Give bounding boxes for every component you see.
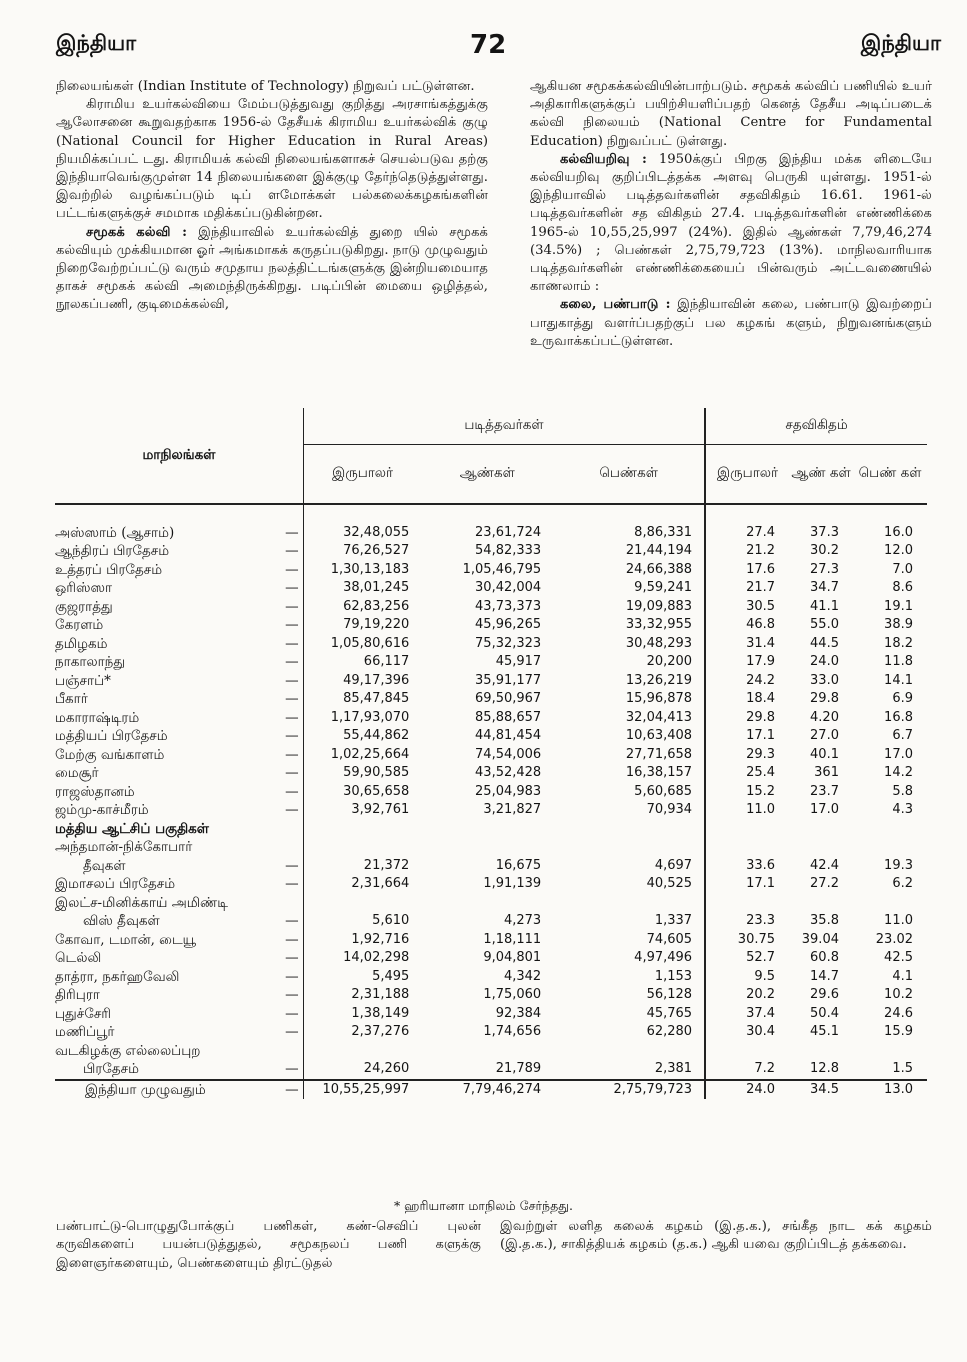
cell-men-percent: 14.7 [810, 968, 839, 984]
table-row [55, 561, 927, 580]
cell-women-percent: 6.9 [892, 691, 913, 706]
cell-women: 4,97,496 [634, 950, 693, 965]
table-row [55, 653, 927, 672]
cell-total-percent: 21.7 [705, 579, 789, 598]
cell-women-percent: 7.0 [892, 561, 913, 577]
cell-total: 2,31,188 [303, 986, 421, 1005]
cell-men-percent: 37.3 [810, 524, 839, 540]
cell-men: 45,917 [495, 654, 542, 669]
row-dash: — [285, 580, 299, 596]
cell-total: 1,05,80,616 [303, 635, 421, 654]
cell-men: 44,81,454 [475, 728, 542, 743]
cell-men: 85,88,657 [475, 709, 542, 725]
cell-women-percent: 12.0 [884, 543, 913, 558]
running-title-left: இந்தியா [56, 30, 137, 55]
cell-men: 75,32,323 [475, 635, 542, 651]
cell-men-percent: 55.0 [810, 617, 839, 632]
table-row [55, 783, 927, 802]
cell-total-percent: 18.4 [705, 690, 789, 709]
cell-men: 69,50,967 [475, 691, 542, 706]
cell-total-percent: 29.3 [705, 746, 789, 765]
table-row [55, 968, 927, 987]
cell-women-percent: 14.2 [884, 765, 913, 780]
cell-total-percent: 24.2 [705, 672, 789, 691]
section-row [55, 820, 927, 839]
footnote: * ஹரியானா மாநிலம் சேர்ந்தது. [393, 1198, 574, 1213]
table-row [55, 598, 927, 617]
row-dash: — [285, 1024, 299, 1040]
cell-total-percent: 24.0 [705, 1080, 789, 1100]
cell-total-percent: 30.5 [705, 598, 789, 617]
cell-men-percent: 17.0 [810, 802, 839, 817]
cell-total: 55,44,862 [303, 727, 421, 746]
cell-women-percent: 19.3 [884, 857, 913, 873]
cell-men: 16,675 [495, 857, 542, 873]
row-label: ராஜஸ்தானம் [55, 783, 135, 800]
paragraph-lead: கல்வியறிவு : [560, 151, 647, 167]
row-label: உத்தரப் பிரதேசம் [55, 561, 163, 578]
cell-women-percent: 10.2 [884, 987, 913, 1002]
table-row [55, 579, 927, 598]
cell-women: 45,765 [646, 1005, 693, 1021]
row-label: ஒரிஸ்ஸா [55, 580, 113, 596]
running-title-right: இந்தியா [860, 30, 941, 55]
table-body [55, 504, 927, 1099]
cell-total: 30,65,658 [303, 783, 421, 802]
cell-total-percent: 46.8 [705, 616, 789, 635]
table-row [55, 764, 927, 783]
cell-total-percent: 9.5 [705, 968, 789, 987]
row-dash: — [285, 1005, 299, 1022]
row-dash: — [285, 672, 299, 689]
table-row [55, 838, 927, 857]
cell-total: 1,38,149 [303, 1005, 421, 1024]
table-row [55, 690, 927, 709]
table-row [55, 1023, 927, 1042]
cell-men: 92,384 [495, 1005, 542, 1021]
cell-total: 2,31,664 [303, 875, 421, 894]
cell-women: 24,66,388 [625, 561, 693, 577]
subheader-total-percent: இருபாலர் [705, 445, 789, 505]
row-dash: — [285, 876, 299, 892]
cell-total-percent: 27.4 [705, 524, 789, 543]
paragraph [56, 224, 488, 315]
table-row [55, 1060, 927, 1080]
table-row [55, 616, 927, 635]
table-row [55, 709, 927, 728]
cell-total: 14,02,298 [303, 949, 421, 968]
cell-men-percent: 34.5 [789, 1080, 853, 1100]
cell-total-percent: 30.4 [705, 1023, 789, 1042]
cell-women: 33,32,955 [625, 617, 693, 632]
table-row [55, 894, 927, 913]
cell-total-percent: 30.75 [705, 931, 789, 950]
row-label: கேரளம் [55, 617, 104, 633]
row-label: பஞ்சாப்* [55, 672, 111, 689]
cell-women: 9,59,241 [634, 580, 693, 595]
cell-total-percent: 52.7 [705, 949, 789, 968]
cell-women: 21,44,194 [625, 543, 693, 558]
row-label: இலட்ச-மினிக்காய் அமிண்டி [55, 894, 228, 911]
row-label: தமிழகம் [55, 635, 108, 652]
cell-women-percent: 13.0 [853, 1080, 927, 1100]
row-label: இந்தியா முழுவதும் [55, 1080, 281, 1100]
cell-women-percent: 6.2 [892, 876, 913, 891]
cell-women: 56,128 [646, 987, 693, 1002]
row-label: மேற்கு வங்காளம் [55, 746, 165, 763]
row-label: தீவுகள் [83, 857, 126, 874]
cell-total-percent: 17.1 [705, 875, 789, 894]
cell-women: 5,60,685 [634, 783, 693, 799]
column-left [56, 78, 488, 315]
cell-total-percent: 15.2 [705, 783, 789, 802]
cell-men-percent: 30.2 [810, 543, 839, 558]
cell-men: 23,61,724 [475, 524, 542, 540]
table-row [55, 857, 927, 876]
table-row [55, 912, 927, 931]
table-row [55, 949, 927, 968]
table-row [55, 727, 927, 746]
cell-total: 3,92,761 [303, 801, 421, 820]
cell-women-percent: 19.1 [884, 598, 913, 614]
cell-men: 21,789 [495, 1061, 542, 1076]
table-row [55, 931, 927, 950]
cell-total: 1,17,93,070 [303, 709, 421, 728]
cell-total-percent: 11.0 [705, 801, 789, 820]
row-label: வடகிழக்கு எல்லைப்புற [55, 1042, 201, 1059]
cell-total: 85,47,845 [303, 690, 421, 709]
cell-women-percent: 23.02 [875, 931, 913, 947]
paragraph-lead: சமூகக் கல்வி : [86, 224, 188, 240]
cell-women: 10,63,408 [625, 728, 693, 743]
paragraph: ஆகியன சமூகக்கல்வியின்பாற்படும். சமூகக் கல்விப் பணியில் உயர் அதிகாரிகளுக்குப் பயிற்சியளிப்பதற் கெனத் தேசீய அடிப்படைக் கல்வி நிலையம் (National Centre for Fundamental Education) நிறுவப்பட் டுள்ளது. [530, 79, 932, 149]
cell-men-percent: 42.4 [810, 857, 839, 873]
cell-men-percent: 50.4 [810, 1005, 839, 1021]
cell-total: 59,90,585 [303, 764, 421, 783]
row-label: பிரதேசம் [83, 1061, 140, 1077]
bottom-column-right: இவற்றுள் லளித கலைக் கழகம் (இ.த.க.), சங்கீத நாட கக் கழகம் (இ.த.க.), சாகித்தியக் கழகம் (த.க.) ஆகி யவை குறிப்பிடத் தக்கவை. [500, 1219, 932, 1253]
row-dash: — [285, 987, 299, 1003]
cell-women-percent: 11.0 [884, 913, 913, 928]
cell-total-percent: 29.8 [705, 709, 789, 728]
cell-total: 10,55,25,997 [303, 1080, 421, 1100]
cell-total-percent: 17.6 [705, 561, 789, 580]
row-label: மகாராஷ்டிரம் [55, 709, 140, 726]
group-header-percent: சதவிகிதம் [705, 408, 927, 445]
table-row [55, 801, 927, 820]
table-row [55, 746, 927, 765]
cell-women-percent: 16.8 [884, 709, 913, 725]
cell-women: 16,38,157 [625, 765, 693, 780]
cell-total: 5,495 [303, 968, 421, 987]
subheader-men: ஆண்கள் [421, 445, 553, 505]
cell-total: 1,02,25,664 [303, 746, 421, 765]
cell-men: 74,54,006 [475, 746, 542, 762]
paragraph [530, 151, 932, 297]
cell-women: 8,86,331 [634, 524, 693, 540]
row-dash: — [285, 931, 299, 948]
row-dash: — [285, 598, 299, 615]
cell-total: 66,117 [303, 653, 421, 672]
cell-women: 30,48,293 [625, 635, 693, 651]
cell-women-percent: 11.8 [884, 654, 913, 669]
cell-men-percent: 361 [814, 765, 839, 780]
cell-women: 15,96,878 [625, 691, 693, 706]
cell-women: 4,697 [654, 857, 693, 873]
table-row [55, 1005, 927, 1024]
cell-women: 40,525 [646, 876, 693, 891]
subheader-women: பெண்கள் [553, 445, 705, 505]
row-label: ஜம்மு-காச்மீரம் [55, 802, 149, 818]
row-label: விஸ் தீவுகள் [83, 913, 160, 929]
paragraph-body: இந்தியாவின் கலை, பண்பாடு இவற்றைப் பாதுகாத்து வளர்ப்பதற்குப் பல கழகங் களும், நிறுவனங்களும் உருவாக்கப்பட்டுள்ளன. [530, 297, 932, 349]
row-dash: — [285, 617, 299, 633]
row-dash: — [285, 635, 299, 652]
paragraph-body: இந்தியாவில் உயர்கல்வித் துறை யில் சமூகக் கல்வியும் முக்கியமான ஓர் அங்கமாகக் கருதப்படுகிறது. நாடு முழுவதும் நிறைவேற்றப்பட்டு வரும் சமுதாய நலத்திட்டங்களுக்கு இன்றியமையாத தாகச் சமூகக் கல்வி அமைந்திருக்கிறது. படிப்பின் மையை ஒழித்தல், நூலகப்பணி, குடிமைக்கல்வி, [56, 224, 488, 313]
row-label: அந்தமான்-நிக்கோபார் [55, 839, 193, 855]
cell-total: 49,17,396 [303, 672, 421, 691]
cell-men-percent: 60.8 [810, 950, 839, 965]
cell-men: 1,91,139 [483, 876, 542, 891]
spacer-row [55, 504, 927, 524]
cell-total-percent: 17.1 [705, 727, 789, 746]
cell-women-percent: 18.2 [884, 635, 913, 651]
subheader-total: இருபாலர் [303, 445, 421, 505]
column-header-states: மாநிலங்கள் [55, 408, 303, 504]
cell-men-percent: 29.6 [810, 987, 839, 1002]
row-dash: — [285, 765, 299, 781]
cell-total: 38,01,245 [303, 579, 421, 598]
row-dash: — [285, 654, 299, 670]
cell-men: 43,52,428 [475, 765, 542, 780]
cell-men-percent: 27.2 [810, 876, 839, 891]
cell-women: 2,381 [654, 1061, 693, 1076]
cell-men-percent: 35.8 [810, 913, 839, 928]
cell-men: 4,342 [503, 968, 542, 984]
cell-men: 25,04,983 [475, 783, 542, 799]
paragraph-body: 1950க்குப் பிறகு இந்திய மக்க ளிடையே கல்வியறிவு குறிப்பிடத்தக்க அளவு பெருகி யுள்ளது. 1951-ல் இந்தியாவில் படித்தவர்களின் சதவிகிதம் 16.61. 1961-ல் படித்தவர்களின் சத விகிதம் 27.4. படித்தவர்களின் எண்ணிக்கை 1965-ல் 10,55,25,997 (24%). இதில் ஆண்கள் 7,79,46,274 (34.5%) ; பெண்கள் 2,75,79,723 (13%). மாநிலவாரியாக படித்தவர்களின் எண்ணிக்கையைப் பின்வரும் அட்டவணையில் காணலாம் : [530, 151, 932, 295]
cell-total-percent: 17.9 [705, 653, 789, 672]
cell-total: 1,30,13,183 [303, 561, 421, 580]
table-row [55, 542, 927, 561]
bottom-column-left: பண்பாட்டு-பொழுதுபோக்குப் பணிகள், கண்-செவிப் புலன் கருவிகளைப் பயன்படுத்துதல், சமூகநலப் பணி களுக்கு இளைஞர்களையும், பெண்களையும் திரட்டுதல் [56, 1219, 481, 1271]
cell-total: 21,372 [303, 857, 421, 876]
cell-men-percent: 34.7 [810, 580, 839, 595]
row-dash: — [285, 709, 299, 726]
cell-women-percent: 4.1 [892, 968, 913, 984]
cell-women-percent: 16.0 [884, 524, 913, 540]
cell-total: 5,610 [303, 912, 421, 931]
row-label: கோவா, டமான், டையூ [55, 931, 197, 948]
cell-total: 62,83,256 [303, 598, 421, 617]
table-row [55, 986, 927, 1005]
row-label: மணிப்பூர் [55, 1024, 115, 1040]
cell-men: 1,75,060 [483, 987, 542, 1002]
cell-men-percent: 27.3 [810, 561, 839, 577]
cell-women-percent: 17.0 [884, 746, 913, 762]
row-dash: — [285, 746, 299, 763]
row-label: டெல்லி [55, 950, 102, 966]
cell-men: 1,74,656 [483, 1024, 542, 1039]
cell-total-percent: 23.3 [705, 912, 789, 931]
row-dash: — [285, 857, 299, 874]
cell-total-percent: 37.4 [705, 1005, 789, 1024]
cell-men-percent: 40.1 [810, 746, 839, 762]
cell-total-percent: 7.2 [705, 1060, 789, 1080]
table-row [55, 635, 927, 654]
table-row [55, 1042, 927, 1061]
column-right [530, 78, 932, 351]
table-row [55, 524, 927, 543]
cell-total-percent: 21.2 [705, 542, 789, 561]
cell-women: 1,337 [654, 913, 693, 928]
cell-women: 32,04,413 [625, 709, 693, 725]
row-label: மைசூர் [55, 765, 99, 781]
group-header-literate: படித்தவர்கள் [303, 408, 705, 445]
cell-women: 74,605 [646, 931, 693, 947]
subheader-women-percent: பெண் கள் [853, 445, 927, 505]
cell-men-percent: 24.0 [810, 654, 839, 669]
cell-men: 1,05,46,795 [462, 561, 542, 577]
cell-women: 2,75,79,723 [553, 1080, 705, 1100]
cell-women-percent: 42.5 [884, 950, 913, 965]
table-row [55, 875, 927, 894]
cell-men-percent: 41.1 [810, 598, 839, 614]
cell-women-percent: 1.5 [892, 1061, 913, 1076]
cell-men-percent: 39.04 [801, 931, 839, 947]
row-label: தாத்ரா, நகர்ஹவேலி [55, 968, 180, 985]
cell-men: 1,18,111 [483, 931, 542, 947]
cell-men: 4,273 [503, 913, 542, 928]
section-heading: மத்திய ஆட்சிப் பகுதிகள் [55, 820, 209, 837]
paragraph [530, 296, 932, 351]
cell-men: 9,04,801 [483, 950, 542, 965]
cell-total: 1,92,716 [303, 931, 421, 950]
row-dash: — [285, 783, 299, 800]
cell-total-percent: 20.2 [705, 986, 789, 1005]
row-dash: — [285, 691, 299, 707]
cell-men-percent: 27.0 [810, 728, 839, 743]
row-label: பீகார் [55, 691, 88, 707]
cell-total-percent: 31.4 [705, 635, 789, 654]
row-dash: — [285, 802, 299, 818]
cell-women-percent: 15.9 [884, 1024, 913, 1039]
table-row [55, 1080, 927, 1100]
row-label: மத்தியப் பிரதேசம் [55, 728, 168, 744]
cell-women-percent: 6.7 [892, 728, 913, 743]
cell-men: 54,82,333 [475, 543, 542, 558]
cell-men: 45,96,265 [475, 617, 542, 632]
paragraph-lead: கலை, பண்பாடு : [560, 297, 671, 313]
table-row [55, 672, 927, 691]
cell-total: 24,260 [303, 1060, 421, 1080]
cell-women-percent: 38.9 [884, 617, 913, 632]
row-label: அஸ்ஸாம் (ஆசாம்) [55, 524, 175, 541]
cell-men-percent: 23.7 [810, 783, 839, 799]
row-dash: — [285, 543, 299, 559]
row-dash: — [285, 968, 299, 985]
cell-men-percent: 33.0 [810, 672, 839, 688]
cell-men: 43,73,373 [475, 598, 542, 614]
row-dash: — [281, 1080, 303, 1100]
cell-men-percent: 29.8 [810, 691, 839, 706]
literacy-table [55, 408, 927, 1099]
page-number: 72 [470, 30, 507, 60]
row-dash: — [285, 561, 299, 578]
cell-women: 62,280 [646, 1024, 693, 1039]
cell-men-percent: 45.1 [810, 1024, 839, 1039]
cell-total: 32,48,055 [303, 524, 421, 543]
cell-total: 79,19,220 [303, 616, 421, 635]
cell-women-percent: 5.8 [892, 783, 913, 799]
cell-women-percent: 14.1 [884, 672, 913, 688]
cell-men: 7,79,46,274 [421, 1080, 553, 1100]
cell-men-percent: 44.5 [810, 635, 839, 651]
cell-men: 3,21,827 [483, 802, 542, 817]
row-dash: — [285, 950, 299, 966]
row-label: குஜராத்து [55, 598, 113, 615]
subheader-men-percent: ஆண் கள் [789, 445, 853, 505]
row-dash: — [285, 728, 299, 744]
row-label: இமாசலப் பிரதேசம் [55, 876, 176, 892]
cell-women-percent: 24.6 [884, 1005, 913, 1021]
cell-women: 20,200 [646, 654, 693, 669]
row-dash: — [285, 913, 299, 929]
cell-men: 35,91,177 [475, 672, 542, 688]
cell-women: 19,09,883 [625, 598, 693, 614]
row-label: ஆந்திரப் பிரதேசம் [55, 543, 170, 559]
row-label: புதுச்சேரி [55, 1005, 112, 1022]
cell-women: 13,26,219 [625, 672, 693, 688]
row-dash: — [285, 1061, 299, 1077]
cell-women: 1,153 [654, 968, 693, 984]
cell-women: 27,71,658 [625, 746, 693, 762]
paragraph: நிலையங்கள் (Indian Institute of Technology) நிறுவப் பட்டுள்ளன. [56, 79, 475, 94]
row-dash: — [285, 524, 299, 541]
cell-men: 30,42,004 [475, 580, 542, 595]
cell-total-percent: 33.6 [705, 857, 789, 876]
cell-total: 2,37,276 [303, 1023, 421, 1042]
row-label: நாகாலாந்து [55, 654, 126, 670]
cell-total-percent: 25.4 [705, 764, 789, 783]
row-label: திரிபுரா [55, 987, 100, 1003]
cell-men-percent: 12.8 [810, 1061, 839, 1076]
paragraph: கிராமிய உயர்கல்வியை மேம்படுத்துவது குறித்து அரசாங்கத்துக்கு ஆலோசனை கூறுவதற்காக 1956-ல் தேசீயக் கிராமிய உயர்கல்விக் குழு (National Council for Higher Education in Rural Areas) நியமிக்கப்பட் டது. கிராமியக் கல்வி நிலையங்களாகச் செயல்படுவ தற்கு இந்தியாவெங்குமுள்ள 14 நிலையங்களை இக்குழு தேர்ந்தெடுத்துள்ளது. இவற்றில் வழங்கப்படும் டிப் ளமோக்கள் பல்கலைக்கழகங்களின் பட்டங்களுக்குச் சமமாக மதிக்கப்படுகின்றன. [56, 97, 488, 222]
cell-women-percent: 4.3 [892, 802, 913, 817]
cell-total: 76,26,527 [303, 542, 421, 561]
cell-women-percent: 8.6 [892, 580, 913, 595]
cell-women: 70,934 [646, 802, 693, 817]
cell-men-percent: 4.20 [810, 709, 839, 725]
